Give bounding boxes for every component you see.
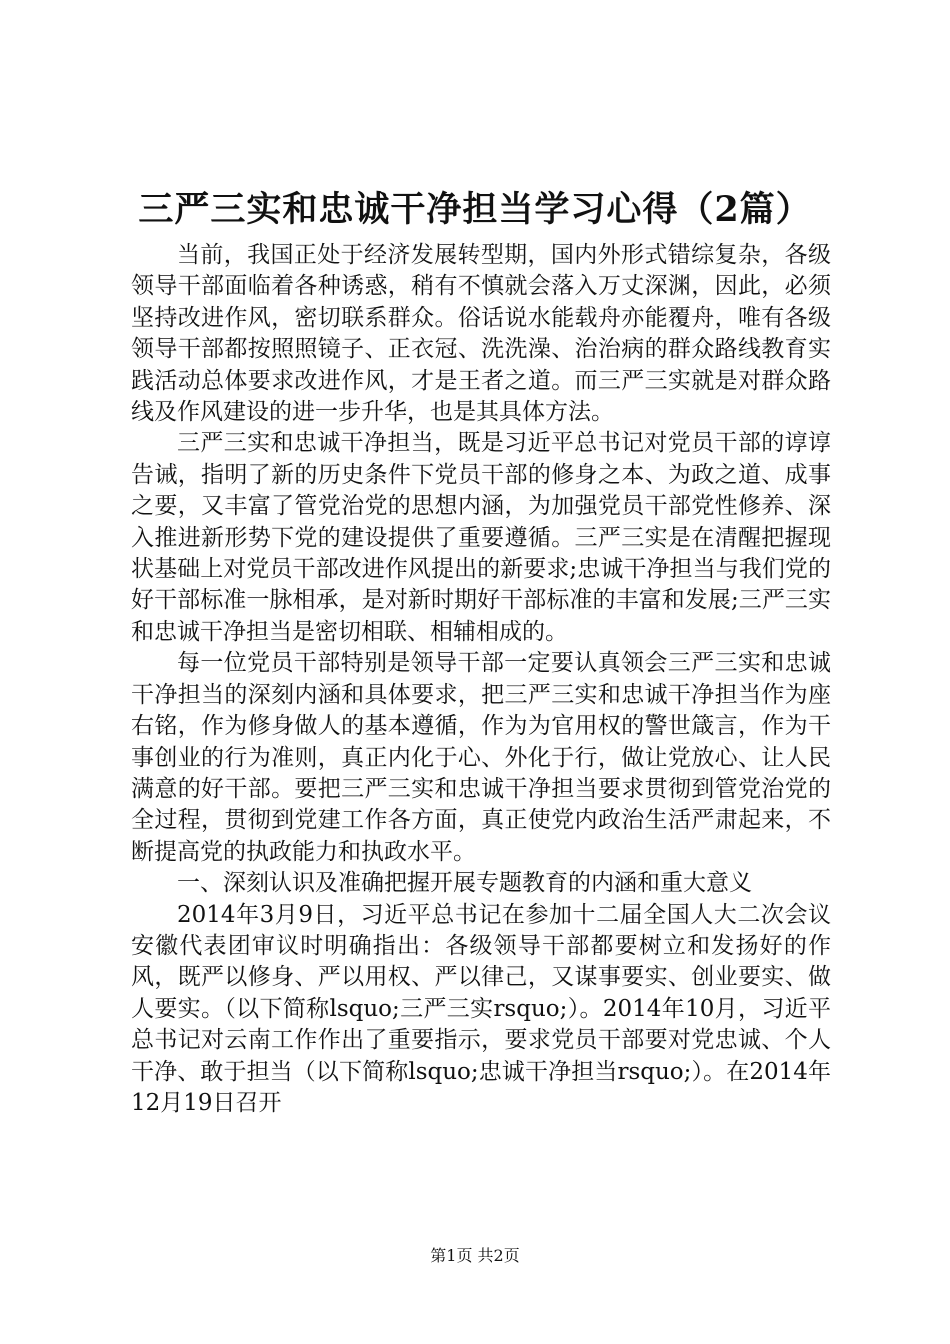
paragraph-intro: 当前，我国正处于经济发展转型期，国内外形式错综复杂，各级领导干部面临着各种诱惑，稍有不慎就会落入万丈深渊，因此，必须坚持改进作风，密切联系群众。俗话说水能载舟亦能覆舟，唯有各级领导干部都按照照镜子、正衣冠、洗洗澡、治治病的群众路线教育实践活动总体要求改进作风，才是王者之道。而三严三实就是对群众路线及作风建设的进一步升华，也是其具体方法。 [131,242,831,426]
page-number-footer: 第1页 共2页 [430,1246,520,1265]
section-heading: 一、深刻认识及准确把握开展专题教育的内涵和重大意义 [177,870,752,897]
paragraph-meaning: 三严三实和忠诚干净担当，既是习近平总书记对党员干部的谆谆告诫，指明了新的历史条件下党员干部的修身之本、为政之道、成事之要，又丰富了管党治党的思想内涵，为加强党员干部党性修养、深入推进新形势下党的建设提供了重要遵循。三严三实是在清醒把握现状基础上对党员干部改进作风提出的新要求;忠诚干净担当与我们党的好干部标准一脉相承，是对新时期好干部标准的丰富和发展;三严三实和忠诚干净担当是密切相联、相辅相成的。 [131,430,831,645]
paragraph-background: 2014年3月9日，习近平总书记在参加十二届全国人大二次会议安徽代表团审议时明确指出：各级领导干部都要树立和发扬好的作风，既严以修身、严以用权、严以律己，又谋事要实、创业要实、做人要实。（以下简称lsquo;三严三实rsquo;）。2014年10月，习近平总书记对云南工作作出了重要指示，要求党员干部要对党忠诚、个人干净、敢于担当（以下简称lsquo;忠诚干净担当rsquo;）。在2014年12月19日召开 [131,901,831,1116]
page-title: 三严三实和忠诚干净担当学习心得（2篇） [138,189,812,230]
document-body [131,240,831,1119]
paragraph-requirements: 每一位党员干部特别是领导干部一定要认真领会三严三实和忠诚干净担当的深刻内涵和具体要求，把三严三实和忠诚干净担当作为座右铭，作为修身做人的基本遵循，作为为官用权的警世箴言，作为干事创业的行为准则，真正内化于心、外化于行，做让党放心、让人民满意的好干部。要把三严三实和忠诚干净担当要求贯彻到管党治党的全过程，贯彻到党建工作各方面，真正使党内政治生活严肃起来，不断提高党的执政能力和执政水平。 [131,650,831,865]
